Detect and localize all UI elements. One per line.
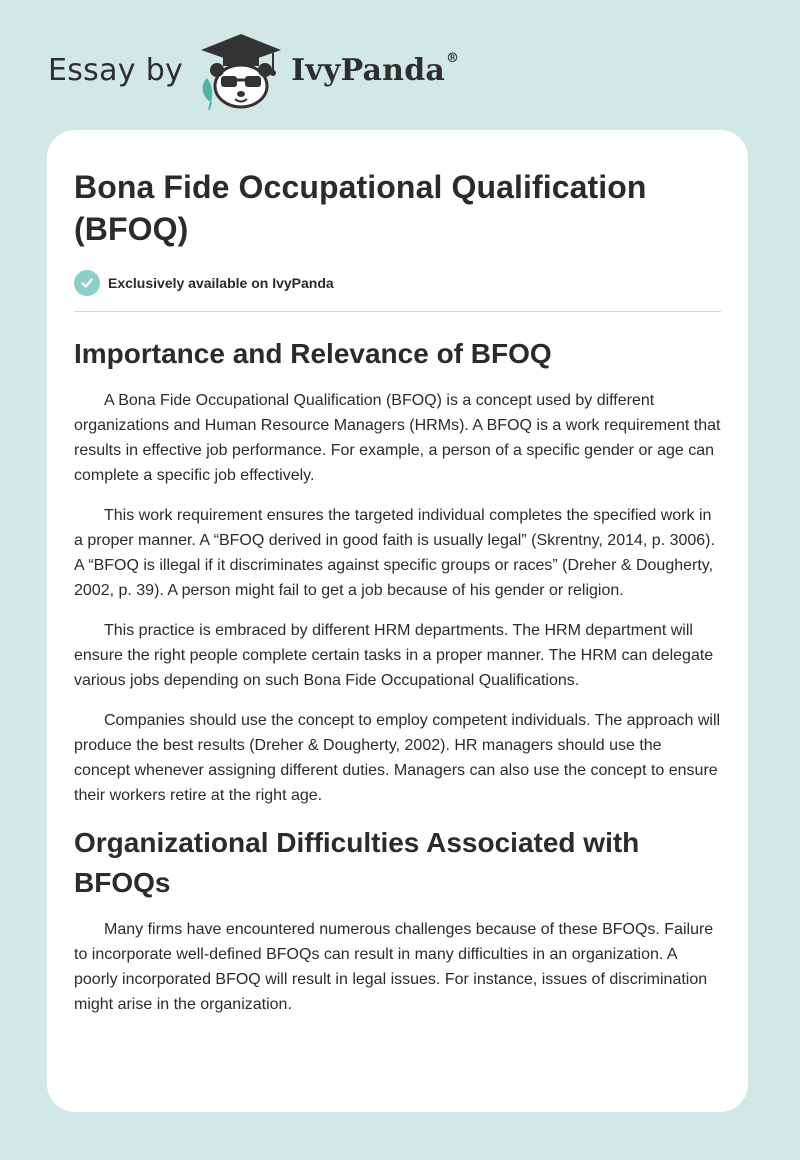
exclusive-badge — [74, 270, 721, 312]
brand-name: IvyPanda — [291, 52, 446, 88]
section-heading: Organizational Difficulties Associated with BFOQs — [74, 827, 640, 898]
ivypanda-logo-icon[interactable] — [197, 30, 285, 110]
essay-by-label: Essay by — [48, 52, 184, 88]
section-heading: Importance and Relevance of BFOQ — [74, 338, 552, 369]
paragraph: This practice is embraced by different HRM departments. The HRM department will ensure the right people complete certain tasks in a proper manner. The HRM can delegate various jobs depending on such Bona Fide Occupational Qualifications. — [74, 622, 714, 689]
ivypanda-wordmark[interactable] — [291, 50, 460, 88]
paragraph: This work requirement ensures the targeted individual completes the specified work in a proper manner. A “BFOQ derived in good faith is usually legal” (Skrentny, 2014, p. 3006). A “BFOQ is illegal if it discriminates against specific groups or races” (Dreher & Dougherty, 2002, p. 39). A person might fail to get a job because of his gender or religion. — [74, 507, 715, 599]
paragraph: Companies should use the concept to employ competent individuals. The approach will produce the best results (Dreher & Dougherty, 2002). HR managers should use the concept whenever assigning different duties. Managers can also use the concept to ensure their workers retire at the right age. — [74, 712, 721, 804]
paragraph: A Bona Fide Occupational Qualification (BFOQ) is a concept used by different organizations and Human Resource Managers (HRMs). A BFOQ is a work requirement that results in effective job performance. For example, a person of a specific gender or age can complete a specific job effectively. — [74, 392, 721, 484]
exclusive-badge-label: Exclusively available on IvyPanda — [108, 275, 334, 291]
site-header — [48, 30, 459, 110]
essay-card — [47, 130, 748, 1112]
paragraph: Many firms have encountered numerous challenges because of these BFOQs. Failure to incorporate well-defined BFOQs can result in many difficulties in an organization. A poorly incorporated BFOQ will result in legal issues. For instance, issues of discrimination might arise in the organization. — [74, 921, 714, 1013]
registered-mark: ® — [446, 50, 460, 66]
check-circle-icon — [74, 270, 100, 296]
essay-title: Bona Fide Occupational Qualification (BFOQ) — [74, 169, 647, 247]
